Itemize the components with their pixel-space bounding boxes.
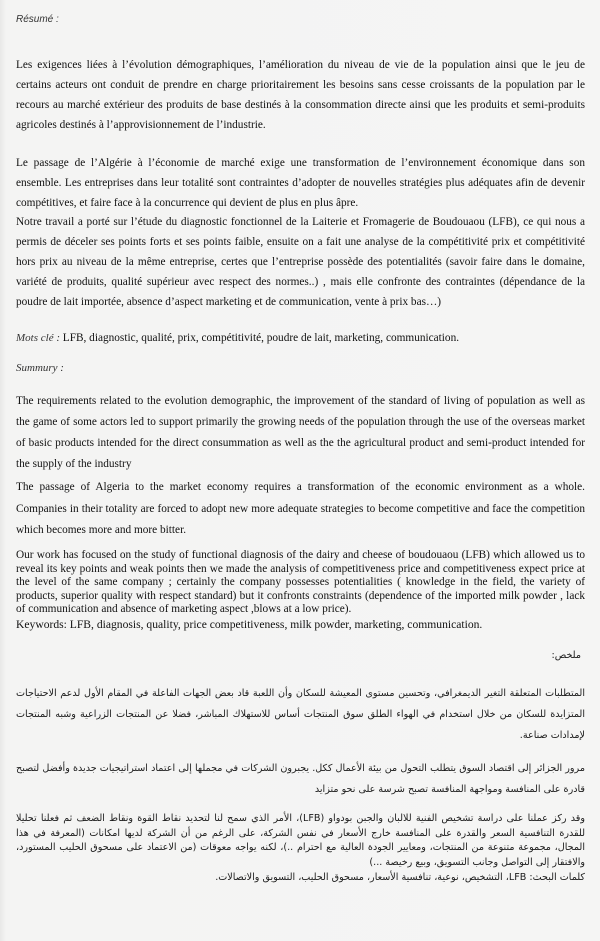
french-keywords-block	[16, 328, 585, 348]
arabic-paragraph-1: المتطلبات المتعلقة التغير الديمغرافي، وتحسين مستوى المعيشة للسكان وأن اللعبة قاد بعض الجهات الفاعلة في المقام الأول لدعم الاحتياجات المتزايدة للسكان من خلال استخدام في الهواء الطلق سوق المنتجات أساس للاستهلاك المباشر، فضلا عن المنتجات الزراعية وشبه المنتجات لإمدادات صناعة.	[16, 688, 585, 741]
english-paragraph-1-block	[16, 391, 585, 475]
french-heading: Résumé :	[16, 14, 59, 25]
english-paragraph-3-block	[16, 549, 585, 617]
arabic-paragraph-2: مرور الجزائر إلى اقتصاد السوق يتطلب التحول من بيئة الأعمال ككل. يجبرون الشركات في مجملها إلى اعتماد استراتيجيات جديدة وأفضل لتصبح قادرة على المنافسة ومواجهة المنافسة تصبح شرسة على نحو متزايد	[16, 763, 585, 795]
english-paragraph-2: The passage of Algeria to the market economy requires a transformation of the economic environment as a whole. Companies in their totality are forced to adopt new more adequate strategies to become competitive and face the competition which becomes more and more bitter.	[16, 481, 585, 536]
arabic-keywords: كلمات البحث: LFB، التشخيص، نوعية، تنافسية الأسعار، مسحوق الحليب، التسويق والاتصالات.	[215, 872, 585, 883]
french-keywords	[16, 328, 585, 348]
arabic-paragraph-3: وقد ركز عملنا على دراسة تشخيص الفنية للالبان والجبن بودواو (LFB)، الأمر الذي سمح لنا لتحديد نقاط القوة ونقاط الضعف ثم فعلنا تحليلا للقدرة التنافسية السعر والقدرة على المنافسة خارج الأسعار في نفس الشركة، على الرغم من أن الشركة لديها امكانات (المعرفة في هذا المجال، مجموعة متنوعة من المنتجات، ومعايير الجودة العالية مع احترام ..)، لكنه يواجه معوقات (من الاعتماد على مسحوق الحليب المستورد، والافتقار إلى التواصل وجانب التسويق، وبيع رخيصة ...)	[16, 813, 585, 868]
french-paragraph-3: Notre travail a porté sur l’étude du diagnostic fonctionnel de la Laiterie et Fromagerie de Boudouaou (LFB), ce qui nous a permis de déceler ses points forts et ses points faible, ensuite on a fait une analyse de la compétitivité prix et compétitivité hors prix au niveau de la même entreprise, certes que l’entreprise possède des potentialités (savoir faire dans le domaine, variété de produits, qualité supérieur avec respect des normes..) , mais elle confronte des contraintes (dépendance de la poudre de lait importée, absence d’aspect marketing et de communication, vente à prix bas…)	[16, 216, 585, 308]
arabic-keywords-block	[16, 871, 585, 886]
french-keywords-list: LFB, diagnostic, qualité, prix, compétitivité, poudre de lait, marketing, communication.	[59, 332, 460, 344]
english-paragraph-2-block	[16, 477, 585, 542]
arabic-paragraph-3-block	[16, 812, 585, 870]
english-keywords-block	[16, 615, 585, 635]
french-paragraph-2: Le passage de l’Algérie à l’économie de marché exige une transformation de l’environnement économique dans son ensemble. Les entreprises dans leur totalité sont contraintes d’adopter de nouvelles stratégies plus adéquates afin de devenir compétitives, et faire face à la concurrence qui devient de plus en plus âpre.	[16, 157, 585, 209]
english-heading-block	[16, 358, 585, 378]
english-paragraph-3: Our work has focused on the study of functional diagnosis of the dairy and cheese of boudouaou (LFB) which allowed us to reveal its key points and weak points then we made the analysis of competitiveness price and competitiveness expect price at the level of the same company ; certainly the company possesses potentialities ( knowledge in the field, the variety of products, superior quality with respect standard) but it confronts constraints (dependence of the imported milk powder , lack of communication and absence of marketing aspect ,blows at a low price).	[16, 549, 585, 616]
arabic-paragraph-1-block	[16, 683, 585, 746]
english-heading-wrap	[16, 358, 585, 378]
english-keywords: Keywords: LFB, diagnosis, quality, price competitiveness, milk powder, marketing, communication.	[16, 618, 483, 631]
french-paragraph-3-block	[16, 212, 585, 312]
french-heading-block	[16, 14, 585, 25]
arabic-heading-block	[16, 650, 585, 661]
english-paragraph-1: The requirements related to the evolution demographic, the improvement of the standard of living of population as well as the game of some actors led to support primarily the growing needs of the population through the use of the overseas market of basic products intended for the direct consummation as well as the the agricultural product and semi-product intended for the supply of the industry	[16, 395, 585, 470]
french-keywords-label: Mots clé :	[16, 332, 60, 344]
french-paragraph-2-block	[16, 153, 585, 213]
arabic-heading: ملخص:	[551, 650, 581, 661]
english-heading: Summury :	[16, 362, 64, 374]
french-paragraph-1-block	[16, 55, 585, 135]
arabic-paragraph-2-block	[16, 758, 585, 800]
french-paragraph-1: Les exigences liées à l’évolution démographiques, l’amélioration du niveau de vie de la population ainsi que le jeu de certains acteurs ont conduit de prendre en charge prioritairement les besoins sans cesse croissants de la population par le recours au marché extérieur des produits de base destinés à la consommation directe ainsi que les produits et semi-produits agricoles destinés à l’approvisionnement de l’industrie.	[16, 59, 585, 131]
